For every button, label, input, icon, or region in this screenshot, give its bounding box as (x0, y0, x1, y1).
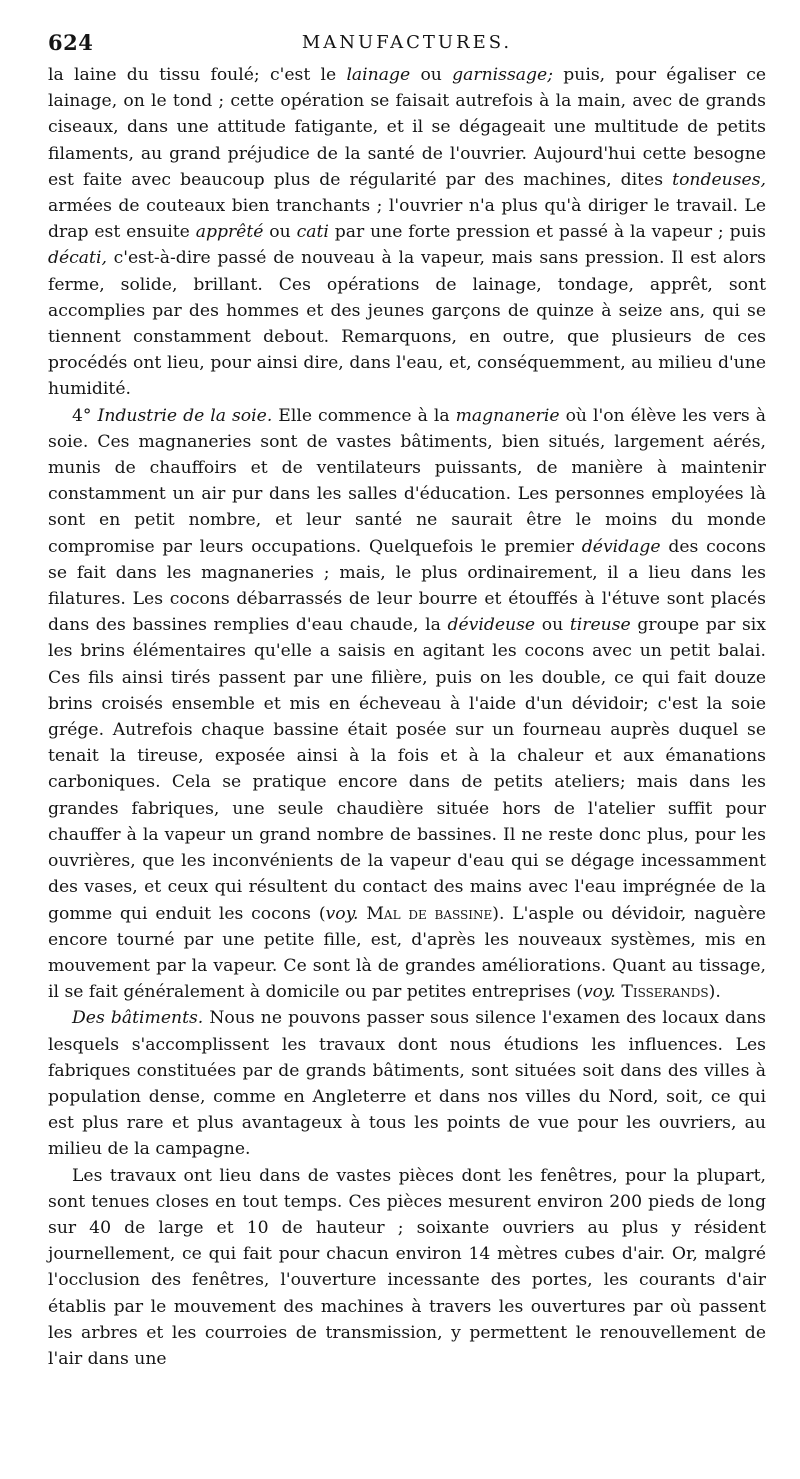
italic-term: Industrie de la soie. (97, 405, 273, 426)
italic-term: lainage (346, 65, 411, 85)
cross-reference: Mal de bassine (366, 903, 493, 924)
text-run: la laine du tissu foulé; c'est le (48, 65, 347, 85)
text-run: ou (535, 615, 570, 636)
text-run: où l'on élève les vers à soie. Ces magnaneries sont de vastes bâtiments, bien situés, largement aérés, munis de chauffoirs et de ventilateurs puissants, de manière à maintenir constamment un air pur dans les salles d'éducation. Les personnes employées là sont en petit nombre, et leur santé ne saurait être le moins du monde compromise par leurs occupations. Quelquefois le premier (48, 405, 766, 557)
text-run: des cocons se fait dans les magnaneries ; mais, le plus ordinairement, il a lieu dans les filatures. Les cocons débarrassés de leur bourre et étouffés à l'étuve sont placés dans des bassines remplies d'eau chaude, la (48, 536, 766, 636)
italic-term: cati (296, 222, 329, 243)
text-run: ou (410, 65, 453, 85)
paragraph-travaux (48, 1163, 766, 1373)
text-run: 4° (72, 405, 98, 426)
text-run: groupe par six les brins élémentaires qu'elle a saisis en agitant les cocons avec un petit balai. Ces fils ainsi tirés passent par une filière, puis on les double, ce qui fait douze brins croisés ensemble et mis en écheveau à l'aide d'un dévidoir; c'est la soie grége. Autrefois chaque bassine était posée sur un fourneau auprès duquel se tenait la tireuse, exposée ainsi à la fois et à la chaleur et aux émanations carboniques. Cela se pratique encore dans de petits ateliers; mais dans les grandes fabriques, une seule chaudière située hors de l'atelier suffit pour chauffer à la vapeur un grand nombre de bassines. Il ne reste donc plus, pour les ouvrières, que les inconvénients de la vapeur d'eau qui se dégage incessamment des vases, et ceux qui résultent du contact des mains avec l'eau imprégnée de la gomme qui enduit les cocons ( (48, 615, 766, 924)
italic-term: Des bâtiments. (72, 1008, 204, 1029)
text-run: ). L'asple ou dévidoir, naguère encore tourné par une petite fille, est, d'après les nouveaux systèmes, mis en mouvement par la vapeur. Ce sont là de grandes améliorations. Quant au tissage, il se fait généralement à domicile ou par petites entreprises ( (48, 903, 766, 1003)
paragraph-industrie-soie (48, 403, 766, 1006)
italic-term: décati, (48, 248, 107, 269)
italic-term: dévideuse (447, 615, 536, 636)
paragraph-batiments (48, 1005, 766, 1162)
italic-term: dévidage (581, 536, 661, 557)
italic-term: tireuse (569, 615, 631, 636)
italic-term: garnissage; (452, 65, 554, 85)
italic-term: apprêté (195, 222, 264, 243)
text-run: Elle commence à la (272, 405, 456, 426)
text-run: c'est-à-dire passé de nouveau à la vapeur, mais sans pression. Il est alors ferme, solide, brillant. Ces opérations de lainage, tondage, apprêt, sont accomplies par des hommes et des jeunes garçons de quinze à seize ans, qui se tiennent constamment debout. Remarquons, en outre, que plusieurs de ces procédés ont lieu, pour ainsi dire, dans l'eau, et, conséquemment, au milieu d'une humidité. (48, 248, 766, 400)
italic-term: voy. (582, 982, 616, 1003)
text-run: Nous ne pouvons passer sous silence l'examen des locaux dans lesquels s'accomplissent les travaux dont nous étudions les influences. Les fabriques constituées par de grands bâtiments, sont situées soit dans des villes à population dense, comme en Angleterre et dans nos villes du Nord, soit, ce qui est plus rare et plus avantageux à tous les points de vue pour les ouvriers, au milieu de la campagne. (48, 1008, 766, 1160)
text-run: armées de couteaux bien tranchants ; l'ouvrier n'a plus qu'à diriger le travail. Le drap est ensuite (48, 196, 766, 243)
paragraph-lainage (48, 62, 766, 403)
text-run: puis, pour égaliser ce lainage, on le tond ; cette opération se faisait autrefois à la main, avec de grands ciseaux, dans une attitude fatigante, et il se dégageait une multitude de petits filaments, au grand préjudice de la santé de l'ouvrier. Aujourd'hui cette besogne est faite avec beaucoup plus de régularité par des machines, dites (48, 65, 766, 190)
text-run: Les travaux ont lieu dans de vastes pièces dont les fenêtres, pour la plupart, sont tenues closes en tout temps. Ces pièces mesurent environ 200 pieds de long sur 40 de large et 10 de hauteur ; soixante ouvriers au plus y résident journellement, ce qui fait pour chacun environ 14 mètres cubes d'air. Or, malgré l'occlusion des fenêtres, l'ouverture incessante des portes, les courants d'air établis par le mouvement des machines à travers les ouvertures par où passent les arbres et les courroies de transmission, y permettent le renouvellement de l'air dans une (48, 1165, 766, 1369)
text-run: par une forte pression et passé à la vapeur ; puis (328, 222, 766, 243)
page-number: 624 (48, 30, 94, 55)
italic-term: tondeuses, (672, 169, 766, 190)
body-text (48, 62, 766, 1372)
running-head: MANUFACTURES. (301, 32, 513, 53)
page-header (48, 26, 766, 56)
text-run: ). (708, 982, 721, 1003)
text-run: ou (263, 222, 297, 243)
cross-reference: Tisserands (621, 982, 709, 1003)
italic-term: voy. (325, 903, 359, 924)
italic-term: magnanerie (455, 405, 560, 426)
